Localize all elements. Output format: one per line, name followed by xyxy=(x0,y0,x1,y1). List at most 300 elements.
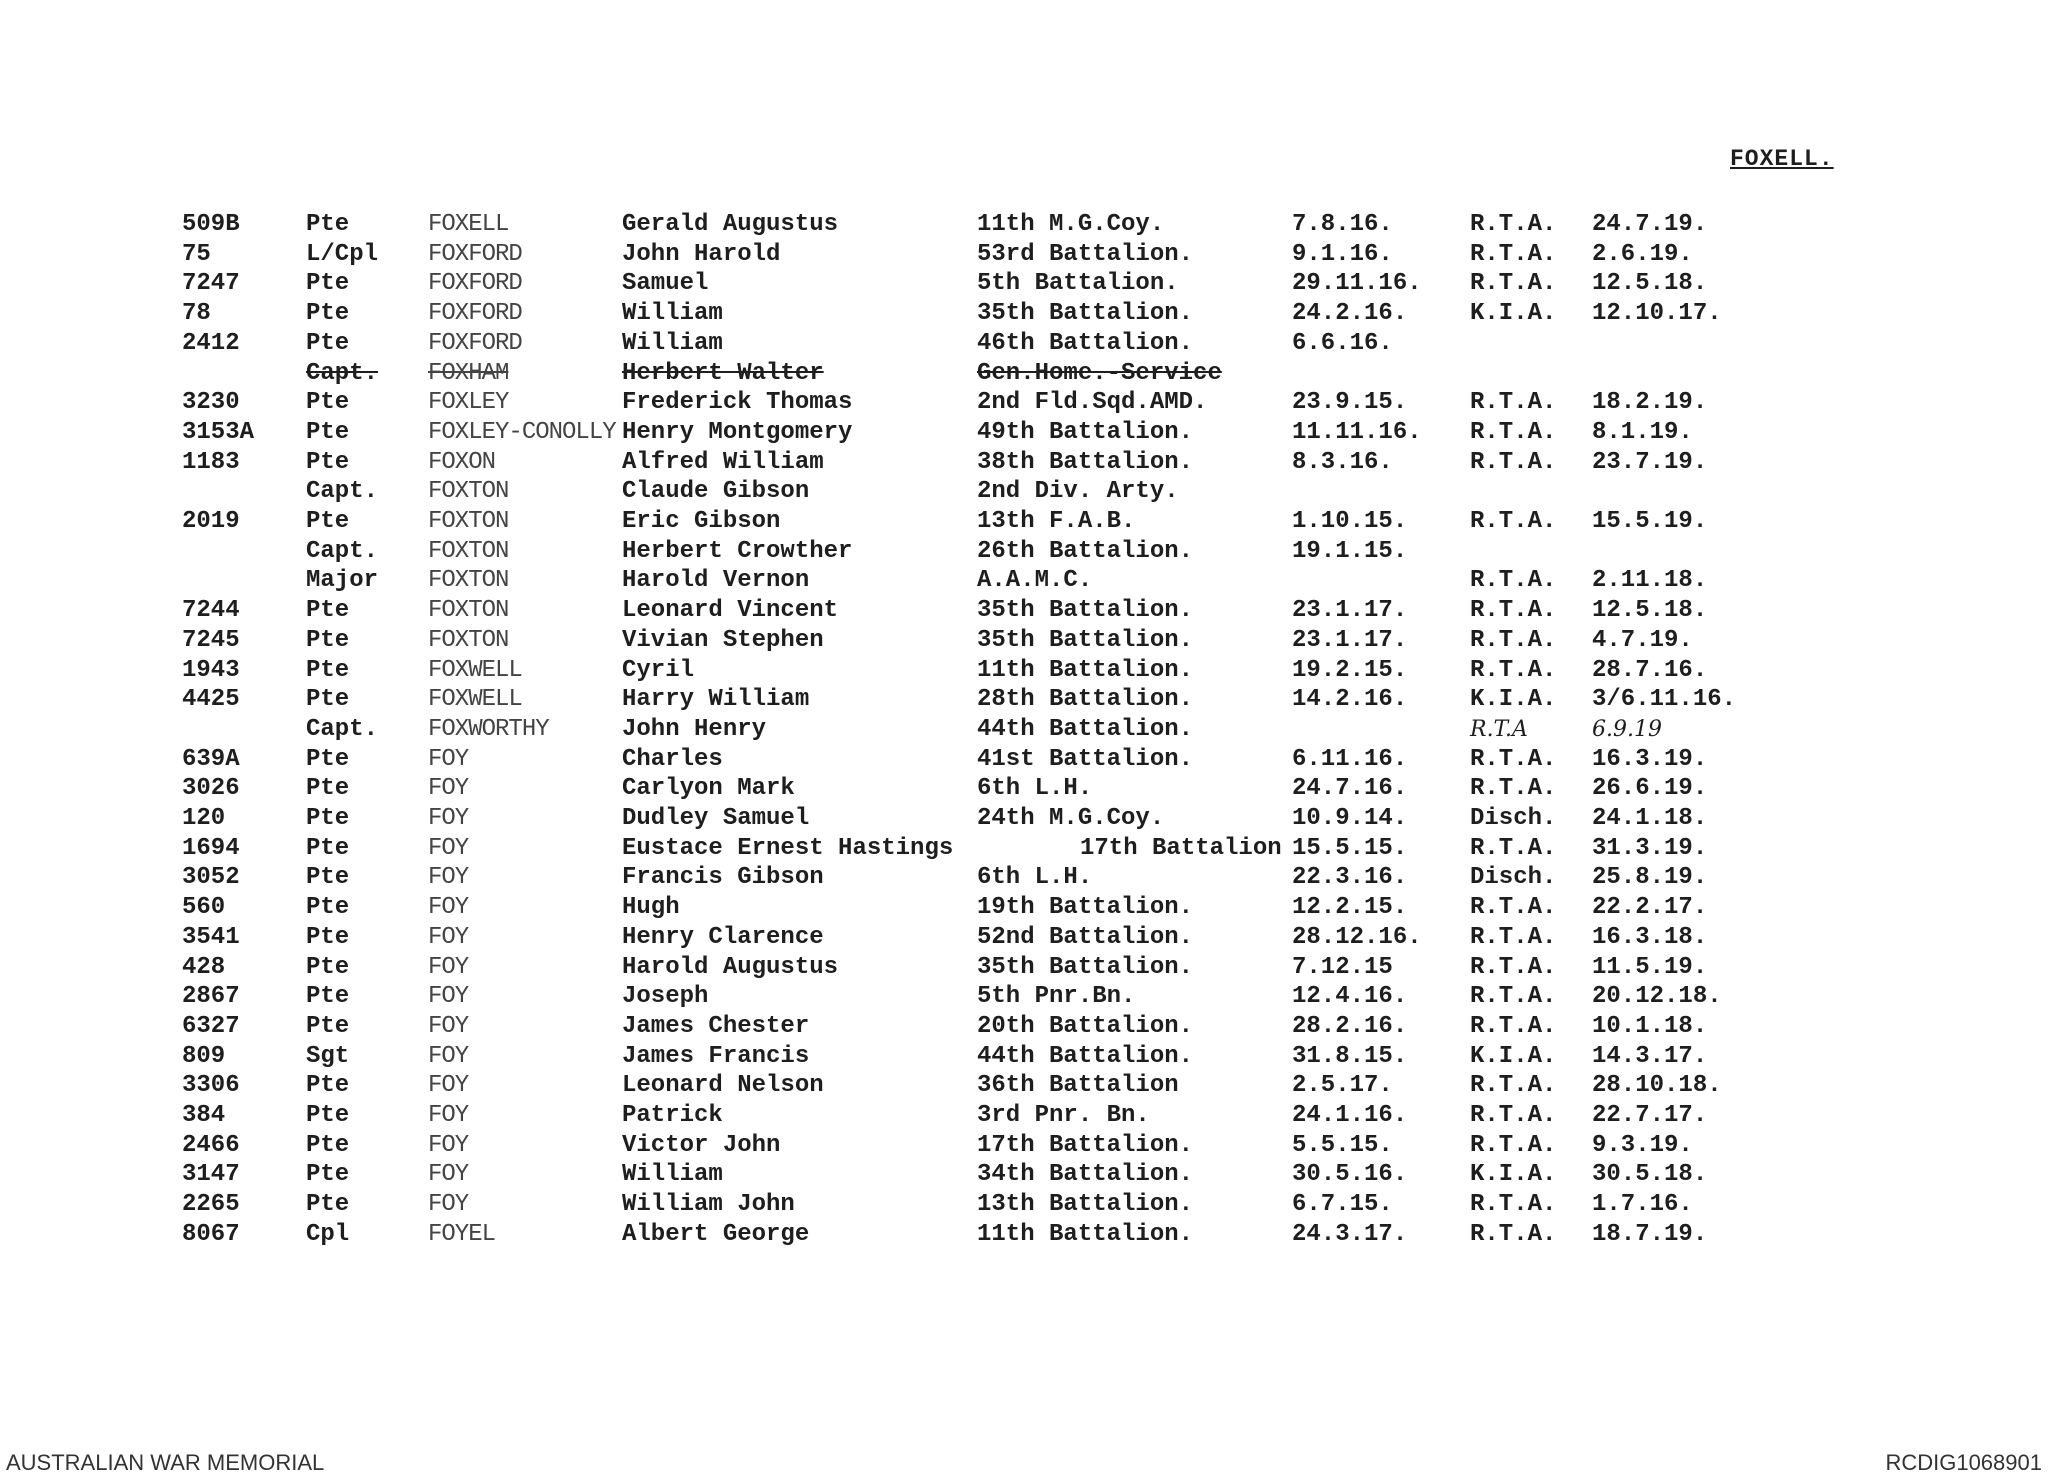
unit-cell: 2nd Div. Arty. xyxy=(977,478,1179,506)
fate-cell: R.T.A. xyxy=(1470,270,1557,298)
table-row xyxy=(0,596,2048,626)
unit-cell: 2nd Fld.Sqd.AMD. xyxy=(977,389,1208,417)
surname-cell: FOY xyxy=(428,775,469,803)
enlistment-date-cell: 24.3.17. xyxy=(1292,1220,1408,1248)
table-row xyxy=(0,240,2048,270)
given-names-cell: Vivian Stephen xyxy=(622,626,824,654)
service-number-cell: 6327 xyxy=(182,1012,240,1040)
fate-cell: Disch. xyxy=(1470,864,1557,892)
unit-cell: 17th Battalion xyxy=(1080,834,1282,862)
rank-cell: Pte xyxy=(306,745,350,773)
fate-date-cell: 12.5.18. xyxy=(1592,270,1708,298)
unit-cell: 44th Battalion. xyxy=(977,1042,1194,1070)
given-names-cell: Frederick Thomas xyxy=(622,389,853,417)
rank-cell: Pte xyxy=(306,894,350,922)
enlistment-date-cell: 11.11.16. xyxy=(1292,418,1422,446)
fate-cell: R.T.A. xyxy=(1470,1220,1557,1248)
surname-cell: FOY xyxy=(428,1042,469,1070)
service-number-cell: 3306 xyxy=(182,1072,240,1100)
table-row xyxy=(0,1190,2048,1220)
surname-cell: FOY xyxy=(428,1161,469,1189)
table-row xyxy=(0,656,2048,686)
unit-cell: 3rd Pnr. Bn. xyxy=(977,1102,1150,1129)
surname-cell: FOY xyxy=(428,1191,469,1219)
unit-cell: A.A.M.C. xyxy=(977,567,1093,595)
surname-cell: FOY xyxy=(428,1102,469,1129)
table-row xyxy=(0,1160,2048,1190)
service-number-cell: 3541 xyxy=(182,923,240,951)
service-number-cell: 78 xyxy=(182,300,211,328)
given-names-cell: Herbert Crowther xyxy=(622,537,853,565)
table-row xyxy=(0,359,2048,389)
fate-date-cell: 9.3.19. xyxy=(1592,1131,1693,1159)
fate-date-cell: 26.6.19. xyxy=(1592,775,1708,803)
fate-date-cell: 12.10.17. xyxy=(1592,300,1722,328)
given-names-cell: Carlyon Mark xyxy=(622,775,795,803)
unit-cell: Gen.Home.-Service xyxy=(977,359,1222,387)
given-names-cell: James Francis xyxy=(622,1042,810,1070)
fate-cell: R.T.A. xyxy=(1470,834,1557,862)
given-names-cell: Harold Vernon xyxy=(622,567,810,595)
unit-cell: 38th Battalion. xyxy=(977,448,1194,476)
enlistment-date-cell: 9.1.16. xyxy=(1292,240,1393,268)
enlistment-date-cell: 8.3.16. xyxy=(1292,448,1393,476)
enlistment-date-cell: 1.10.15. xyxy=(1292,508,1408,535)
enlistment-date-cell: 14.2.16. xyxy=(1292,686,1408,714)
fate-cell: R.T.A. xyxy=(1470,745,1557,773)
fate-cell: K.I.A. xyxy=(1470,1042,1557,1070)
fate-cell: R.T.A. xyxy=(1470,508,1557,535)
fate-cell: R.T.A xyxy=(1470,716,1528,742)
fate-cell: R.T.A. xyxy=(1470,1012,1557,1040)
fate-cell: R.T.A. xyxy=(1470,1191,1557,1219)
enlistment-date-cell: 10.9.14. xyxy=(1292,805,1408,832)
enlistment-date-cell: 15.5.15. xyxy=(1292,834,1408,862)
fate-date-cell: 14.3.17. xyxy=(1592,1042,1708,1070)
rank-cell: Pte xyxy=(306,418,350,446)
service-number-cell: 7245 xyxy=(182,626,240,654)
unit-cell: 13th F.A.B. xyxy=(977,508,1136,535)
fate-cell: R.T.A. xyxy=(1470,656,1557,684)
service-number-cell: 3153A xyxy=(182,418,255,446)
service-number-cell: 3026 xyxy=(182,775,240,803)
surname-cell: FOXWELL xyxy=(428,656,522,684)
service-number-cell: 509B xyxy=(182,211,240,238)
fate-cell: R.T.A. xyxy=(1470,448,1557,476)
unit-cell: 35th Battalion. xyxy=(977,626,1194,654)
fate-cell: R.T.A. xyxy=(1470,240,1557,268)
surname-cell: FOY xyxy=(428,923,469,951)
given-names-cell: Harry William xyxy=(622,686,810,714)
fate-cell: R.T.A. xyxy=(1470,983,1557,1011)
rank-cell: Pte xyxy=(306,1191,350,1219)
given-names-cell: William John xyxy=(622,1191,795,1219)
enlistment-date-cell: 19.2.15. xyxy=(1292,656,1408,684)
rank-cell: Pte xyxy=(306,805,350,832)
surname-cell: FOY xyxy=(428,805,469,832)
table-row xyxy=(0,774,2048,804)
surname-cell: FOXTON xyxy=(428,537,509,565)
given-names-cell: John Harold xyxy=(622,240,781,268)
fate-date-cell: 2.6.19. xyxy=(1592,240,1693,268)
rank-cell: Major xyxy=(306,567,379,595)
service-number-cell: 2867 xyxy=(182,983,240,1011)
surname-cell: FOY xyxy=(428,745,469,773)
surname-cell: FOY xyxy=(428,1012,469,1040)
unit-cell: 5th Battalion. xyxy=(977,270,1179,298)
unit-cell: 46th Battalion. xyxy=(977,329,1194,357)
fate-cell: R.T.A. xyxy=(1470,1102,1557,1129)
rank-cell: Capt. xyxy=(306,359,379,387)
fate-date-cell: 1.7.16. xyxy=(1592,1191,1693,1219)
enlistment-date-cell: 12.4.16. xyxy=(1292,983,1408,1011)
surname-cell: FOXFORD xyxy=(428,329,522,357)
fate-date-cell: 18.7.19. xyxy=(1592,1220,1708,1248)
table-row xyxy=(0,745,2048,775)
surname-cell: FOY xyxy=(428,834,469,862)
surname-cell: FOXTON xyxy=(428,626,509,654)
service-number-cell: 809 xyxy=(182,1042,226,1070)
fate-cell: R.T.A. xyxy=(1470,389,1557,417)
table-row xyxy=(0,477,2048,507)
unit-cell: 24th M.G.Coy. xyxy=(977,805,1165,832)
fate-cell: R.T.A. xyxy=(1470,567,1557,595)
table-row xyxy=(0,923,2048,953)
surname-cell: FOY xyxy=(428,1131,469,1159)
fate-cell: Disch. xyxy=(1470,805,1557,832)
enlistment-date-cell: 30.5.16. xyxy=(1292,1161,1408,1189)
table-row xyxy=(0,982,2048,1012)
page-title: FOXELL. xyxy=(1730,146,1834,172)
surname-cell: FOXFORD xyxy=(428,300,522,328)
rank-cell: Pte xyxy=(306,508,350,535)
table-row xyxy=(0,863,2048,893)
unit-cell: 28th Battalion. xyxy=(977,686,1194,714)
enlistment-date-cell: 2.5.17. xyxy=(1292,1072,1393,1100)
fate-date-cell: 31.3.19. xyxy=(1592,834,1708,862)
fate-date-cell: 3/6.11.16. xyxy=(1592,686,1737,714)
table-row xyxy=(0,1220,2048,1250)
surname-cell: FOXLEY-CONOLLY xyxy=(428,418,616,446)
rank-cell: Pte xyxy=(306,1131,350,1159)
given-names-cell: Victor John xyxy=(622,1131,781,1159)
surname-cell: FOXTON xyxy=(428,597,509,625)
enlistment-date-cell: 7.8.16. xyxy=(1292,211,1393,238)
rank-cell: Pte xyxy=(306,597,350,625)
fate-cell: R.T.A. xyxy=(1470,597,1557,625)
unit-cell: 35th Battalion. xyxy=(977,597,1194,625)
fate-cell: K.I.A. xyxy=(1470,300,1557,328)
rank-cell: Pte xyxy=(306,983,350,1011)
fate-date-cell: 20.12.18. xyxy=(1592,983,1722,1011)
rank-cell: L/Cpl xyxy=(306,240,379,268)
given-names-cell: Cyril xyxy=(622,656,695,684)
rank-cell: Pte xyxy=(306,270,350,298)
rank-cell: Pte xyxy=(306,1102,350,1129)
surname-cell: FOXON xyxy=(428,448,496,476)
fate-cell: R.T.A. xyxy=(1470,626,1557,654)
fate-date-cell: 6.9.19 xyxy=(1592,716,1662,742)
fate-date-cell: 12.5.18. xyxy=(1592,597,1708,625)
surname-cell: FOY xyxy=(428,983,469,1011)
given-names-cell: Leonard Vincent xyxy=(622,597,839,625)
unit-cell: 17th Battalion. xyxy=(977,1131,1194,1159)
service-number-cell: 7247 xyxy=(182,270,240,298)
given-names-cell: Samuel xyxy=(622,270,709,298)
fate-cell: K.I.A. xyxy=(1470,686,1557,714)
table-row xyxy=(0,329,2048,359)
enlistment-date-cell: 24.2.16. xyxy=(1292,300,1408,328)
fate-date-cell: 11.5.19. xyxy=(1592,953,1708,981)
rank-cell: Pte xyxy=(306,1161,350,1189)
service-number-cell: 1694 xyxy=(182,834,240,862)
unit-cell: 11th M.G.Coy. xyxy=(977,211,1165,238)
fate-date-cell: 28.7.16. xyxy=(1592,656,1708,684)
fate-date-cell: 2.11.18. xyxy=(1592,567,1708,595)
table-row xyxy=(0,388,2048,418)
rank-cell: Pte xyxy=(306,864,350,892)
surname-cell: FOXFORD xyxy=(428,240,522,268)
unit-cell: 6th L.H. xyxy=(977,864,1093,892)
surname-cell: FOY xyxy=(428,1072,469,1100)
rank-cell: Pte xyxy=(306,953,350,981)
enlistment-date-cell: 23.9.15. xyxy=(1292,389,1408,417)
unit-cell: 35th Battalion. xyxy=(977,953,1194,981)
fate-cell: R.T.A. xyxy=(1470,418,1557,446)
rank-cell: Cpl xyxy=(306,1220,350,1248)
given-names-cell: Eustace Ernest Hastings xyxy=(622,834,954,862)
table-row xyxy=(0,953,2048,983)
enlistment-date-cell: 6.6.16. xyxy=(1292,329,1393,357)
surname-cell: FOXTON xyxy=(428,508,509,535)
service-number-cell: 2466 xyxy=(182,1131,240,1159)
enlistment-date-cell: 22.3.16. xyxy=(1292,864,1408,892)
table-row xyxy=(0,1071,2048,1101)
unit-cell: 44th Battalion. xyxy=(977,715,1194,743)
service-number-cell: 3147 xyxy=(182,1161,240,1189)
table-row xyxy=(0,210,2048,240)
service-number-cell: 2265 xyxy=(182,1191,240,1219)
given-names-cell: William xyxy=(622,1161,723,1189)
fate-cell: R.T.A. xyxy=(1470,211,1557,238)
table-row xyxy=(0,1042,2048,1072)
given-names-cell: Gerald Augustus xyxy=(622,211,839,238)
fate-date-cell: 15.5.19. xyxy=(1592,508,1708,535)
unit-cell: 49th Battalion. xyxy=(977,418,1194,446)
unit-cell: 36th Battalion xyxy=(977,1072,1179,1100)
unit-cell: 26th Battalion. xyxy=(977,537,1194,565)
given-names-cell: Claude Gibson xyxy=(622,478,810,506)
enlistment-date-cell: 24.7.16. xyxy=(1292,775,1408,803)
table-row xyxy=(0,1131,2048,1161)
given-names-cell: Patrick xyxy=(622,1102,723,1129)
fate-cell: R.T.A. xyxy=(1470,1072,1557,1100)
service-number-cell: 2412 xyxy=(182,329,240,357)
fate-cell: R.T.A. xyxy=(1470,775,1557,803)
given-names-cell: John Henry xyxy=(622,715,767,743)
fate-date-cell: 24.7.19. xyxy=(1592,211,1708,238)
fate-date-cell: 8.1.19. xyxy=(1592,418,1693,446)
service-number-cell: 7244 xyxy=(182,597,240,625)
fate-date-cell: 24.1.18. xyxy=(1592,805,1708,832)
rank-cell: Pte xyxy=(306,923,350,951)
service-number-cell: 1943 xyxy=(182,656,240,684)
unit-cell: 13th Battalion. xyxy=(977,1191,1194,1219)
service-number-cell: 3230 xyxy=(182,389,240,417)
table-row xyxy=(0,834,2048,864)
table-row xyxy=(0,804,2048,834)
service-number-cell: 4425 xyxy=(182,686,240,714)
footer-record-id: RCDIG1068901 xyxy=(1885,1450,2042,1475)
enlistment-date-cell: 5.5.15. xyxy=(1292,1131,1393,1159)
given-names-cell: Hugh xyxy=(622,894,680,922)
surname-cell: FOXELL xyxy=(428,211,509,238)
table-row xyxy=(0,507,2048,537)
fate-cell: R.T.A. xyxy=(1470,1131,1557,1159)
service-number-cell: 8067 xyxy=(182,1220,240,1248)
fate-date-cell: 22.7.17. xyxy=(1592,1102,1708,1129)
surname-cell: FOY xyxy=(428,953,469,981)
unit-cell: 19th Battalion. xyxy=(977,894,1194,922)
unit-cell: 34th Battalion. xyxy=(977,1161,1194,1189)
fate-date-cell: 16.3.19. xyxy=(1592,745,1708,773)
rank-cell: Capt. xyxy=(306,715,379,743)
service-number-cell: 1183 xyxy=(182,448,240,476)
surname-cell: FOXLEY xyxy=(428,389,509,417)
table-row xyxy=(0,418,2048,448)
rank-cell: Pte xyxy=(306,300,350,328)
enlistment-date-cell: 28.12.16. xyxy=(1292,923,1422,951)
enlistment-date-cell: 31.8.15. xyxy=(1292,1042,1408,1070)
fate-date-cell: 23.7.19. xyxy=(1592,448,1708,476)
given-names-cell: Dudley Samuel xyxy=(622,805,810,832)
rank-cell: Pte xyxy=(306,1012,350,1040)
rank-cell: Pte xyxy=(306,448,350,476)
given-names-cell: Albert George xyxy=(622,1220,810,1248)
table-row xyxy=(0,626,2048,656)
table-row xyxy=(0,893,2048,923)
fate-cell: R.T.A. xyxy=(1470,923,1557,951)
table-row xyxy=(0,1101,2048,1131)
fate-date-cell: 16.3.18. xyxy=(1592,923,1708,951)
fate-date-cell: 18.2.19. xyxy=(1592,389,1708,417)
rank-cell: Capt. xyxy=(306,537,379,565)
service-number-cell: 384 xyxy=(182,1102,226,1129)
surname-cell: FOY xyxy=(428,864,469,892)
rank-cell: Pte xyxy=(306,686,350,714)
rank-cell: Capt. xyxy=(306,478,379,506)
unit-cell: 41st Battalion. xyxy=(977,745,1194,773)
fate-date-cell: 4.7.19. xyxy=(1592,626,1693,654)
fate-date-cell: 30.5.18. xyxy=(1592,1161,1708,1189)
surname-cell: FOXTON xyxy=(428,478,509,506)
rank-cell: Pte xyxy=(306,329,350,357)
unit-cell: 52nd Battalion. xyxy=(977,923,1194,951)
fate-date-cell: 10.1.18. xyxy=(1592,1012,1708,1040)
table-row xyxy=(0,685,2048,715)
service-number-cell: 560 xyxy=(182,894,226,922)
surname-cell: FOXWELL xyxy=(428,686,522,714)
rank-cell: Pte xyxy=(306,775,350,803)
rank-cell: Pte xyxy=(306,211,350,238)
service-number-cell: 120 xyxy=(182,805,226,832)
fate-date-cell: 25.8.19. xyxy=(1592,864,1708,892)
fate-cell: R.T.A. xyxy=(1470,894,1557,922)
surname-cell: FOXHAM xyxy=(428,359,509,387)
given-names-cell: Harold Augustus xyxy=(622,953,839,981)
table-row xyxy=(0,299,2048,329)
table-row xyxy=(0,537,2048,567)
given-names-cell: Herbert Walter xyxy=(622,359,824,387)
service-number-cell: 2019 xyxy=(182,508,240,535)
surname-cell: FOXTON xyxy=(428,567,509,595)
rank-cell: Pte xyxy=(306,656,350,684)
surname-cell: FOXFORD xyxy=(428,270,522,298)
enlistment-date-cell: 24.1.16. xyxy=(1292,1102,1408,1129)
unit-cell: 53rd Battalion. xyxy=(977,240,1194,268)
given-names-cell: Francis Gibson xyxy=(622,864,824,892)
fate-cell: R.T.A. xyxy=(1470,953,1557,981)
rank-cell: Sgt xyxy=(306,1042,350,1070)
surname-cell: FOXWORTHY xyxy=(428,715,549,743)
table-row xyxy=(0,269,2048,299)
unit-cell: 20th Battalion. xyxy=(977,1012,1194,1040)
enlistment-date-cell: 19.1.15. xyxy=(1292,537,1408,565)
given-names-cell: Leonard Nelson xyxy=(622,1072,824,1100)
table-row xyxy=(0,566,2048,596)
rank-cell: Pte xyxy=(306,626,350,654)
service-number-cell: 75 xyxy=(182,240,211,268)
given-names-cell: Charles xyxy=(622,745,723,773)
table-row xyxy=(0,715,2048,745)
given-names-cell: William xyxy=(622,300,723,328)
enlistment-date-cell: 12.2.15. xyxy=(1292,894,1408,922)
enlistment-date-cell: 23.1.17. xyxy=(1292,597,1408,625)
given-names-cell: Eric Gibson xyxy=(622,508,781,535)
service-number-cell: 428 xyxy=(182,953,226,981)
given-names-cell: Alfred William xyxy=(622,448,824,476)
unit-cell: 11th Battalion. xyxy=(977,656,1194,684)
service-number-cell: 639A xyxy=(182,745,240,773)
fate-cell: K.I.A. xyxy=(1470,1161,1557,1189)
surname-cell: FOYEL xyxy=(428,1220,496,1248)
rank-cell: Pte xyxy=(306,389,350,417)
unit-cell: 5th Pnr.Bn. xyxy=(977,983,1136,1011)
given-names-cell: William xyxy=(622,329,723,357)
given-names-cell: Joseph xyxy=(622,983,709,1011)
table-row xyxy=(0,448,2048,478)
given-names-cell: James Chester xyxy=(622,1012,810,1040)
unit-cell: 11th Battalion. xyxy=(977,1220,1194,1248)
enlistment-date-cell: 6.7.15. xyxy=(1292,1191,1393,1219)
enlistment-date-cell: 6.11.16. xyxy=(1292,745,1408,773)
enlistment-date-cell: 29.11.16. xyxy=(1292,270,1422,298)
table-row xyxy=(0,1012,2048,1042)
service-number-cell: 3052 xyxy=(182,864,240,892)
fate-date-cell: 28.10.18. xyxy=(1592,1072,1722,1100)
unit-cell: 6th L.H. xyxy=(977,775,1093,803)
fate-date-cell: 22.2.17. xyxy=(1592,894,1708,922)
surname-cell: FOY xyxy=(428,894,469,922)
rank-cell: Pte xyxy=(306,834,350,862)
unit-cell: 35th Battalion. xyxy=(977,300,1194,328)
rank-cell: Pte xyxy=(306,1072,350,1100)
enlistment-date-cell: 7.12.15 xyxy=(1292,953,1393,981)
given-names-cell: Henry Clarence xyxy=(622,923,824,951)
given-names-cell: Henry Montgomery xyxy=(622,418,853,446)
enlistment-date-cell: 23.1.17. xyxy=(1292,626,1408,654)
enlistment-date-cell: 28.2.16. xyxy=(1292,1012,1408,1040)
